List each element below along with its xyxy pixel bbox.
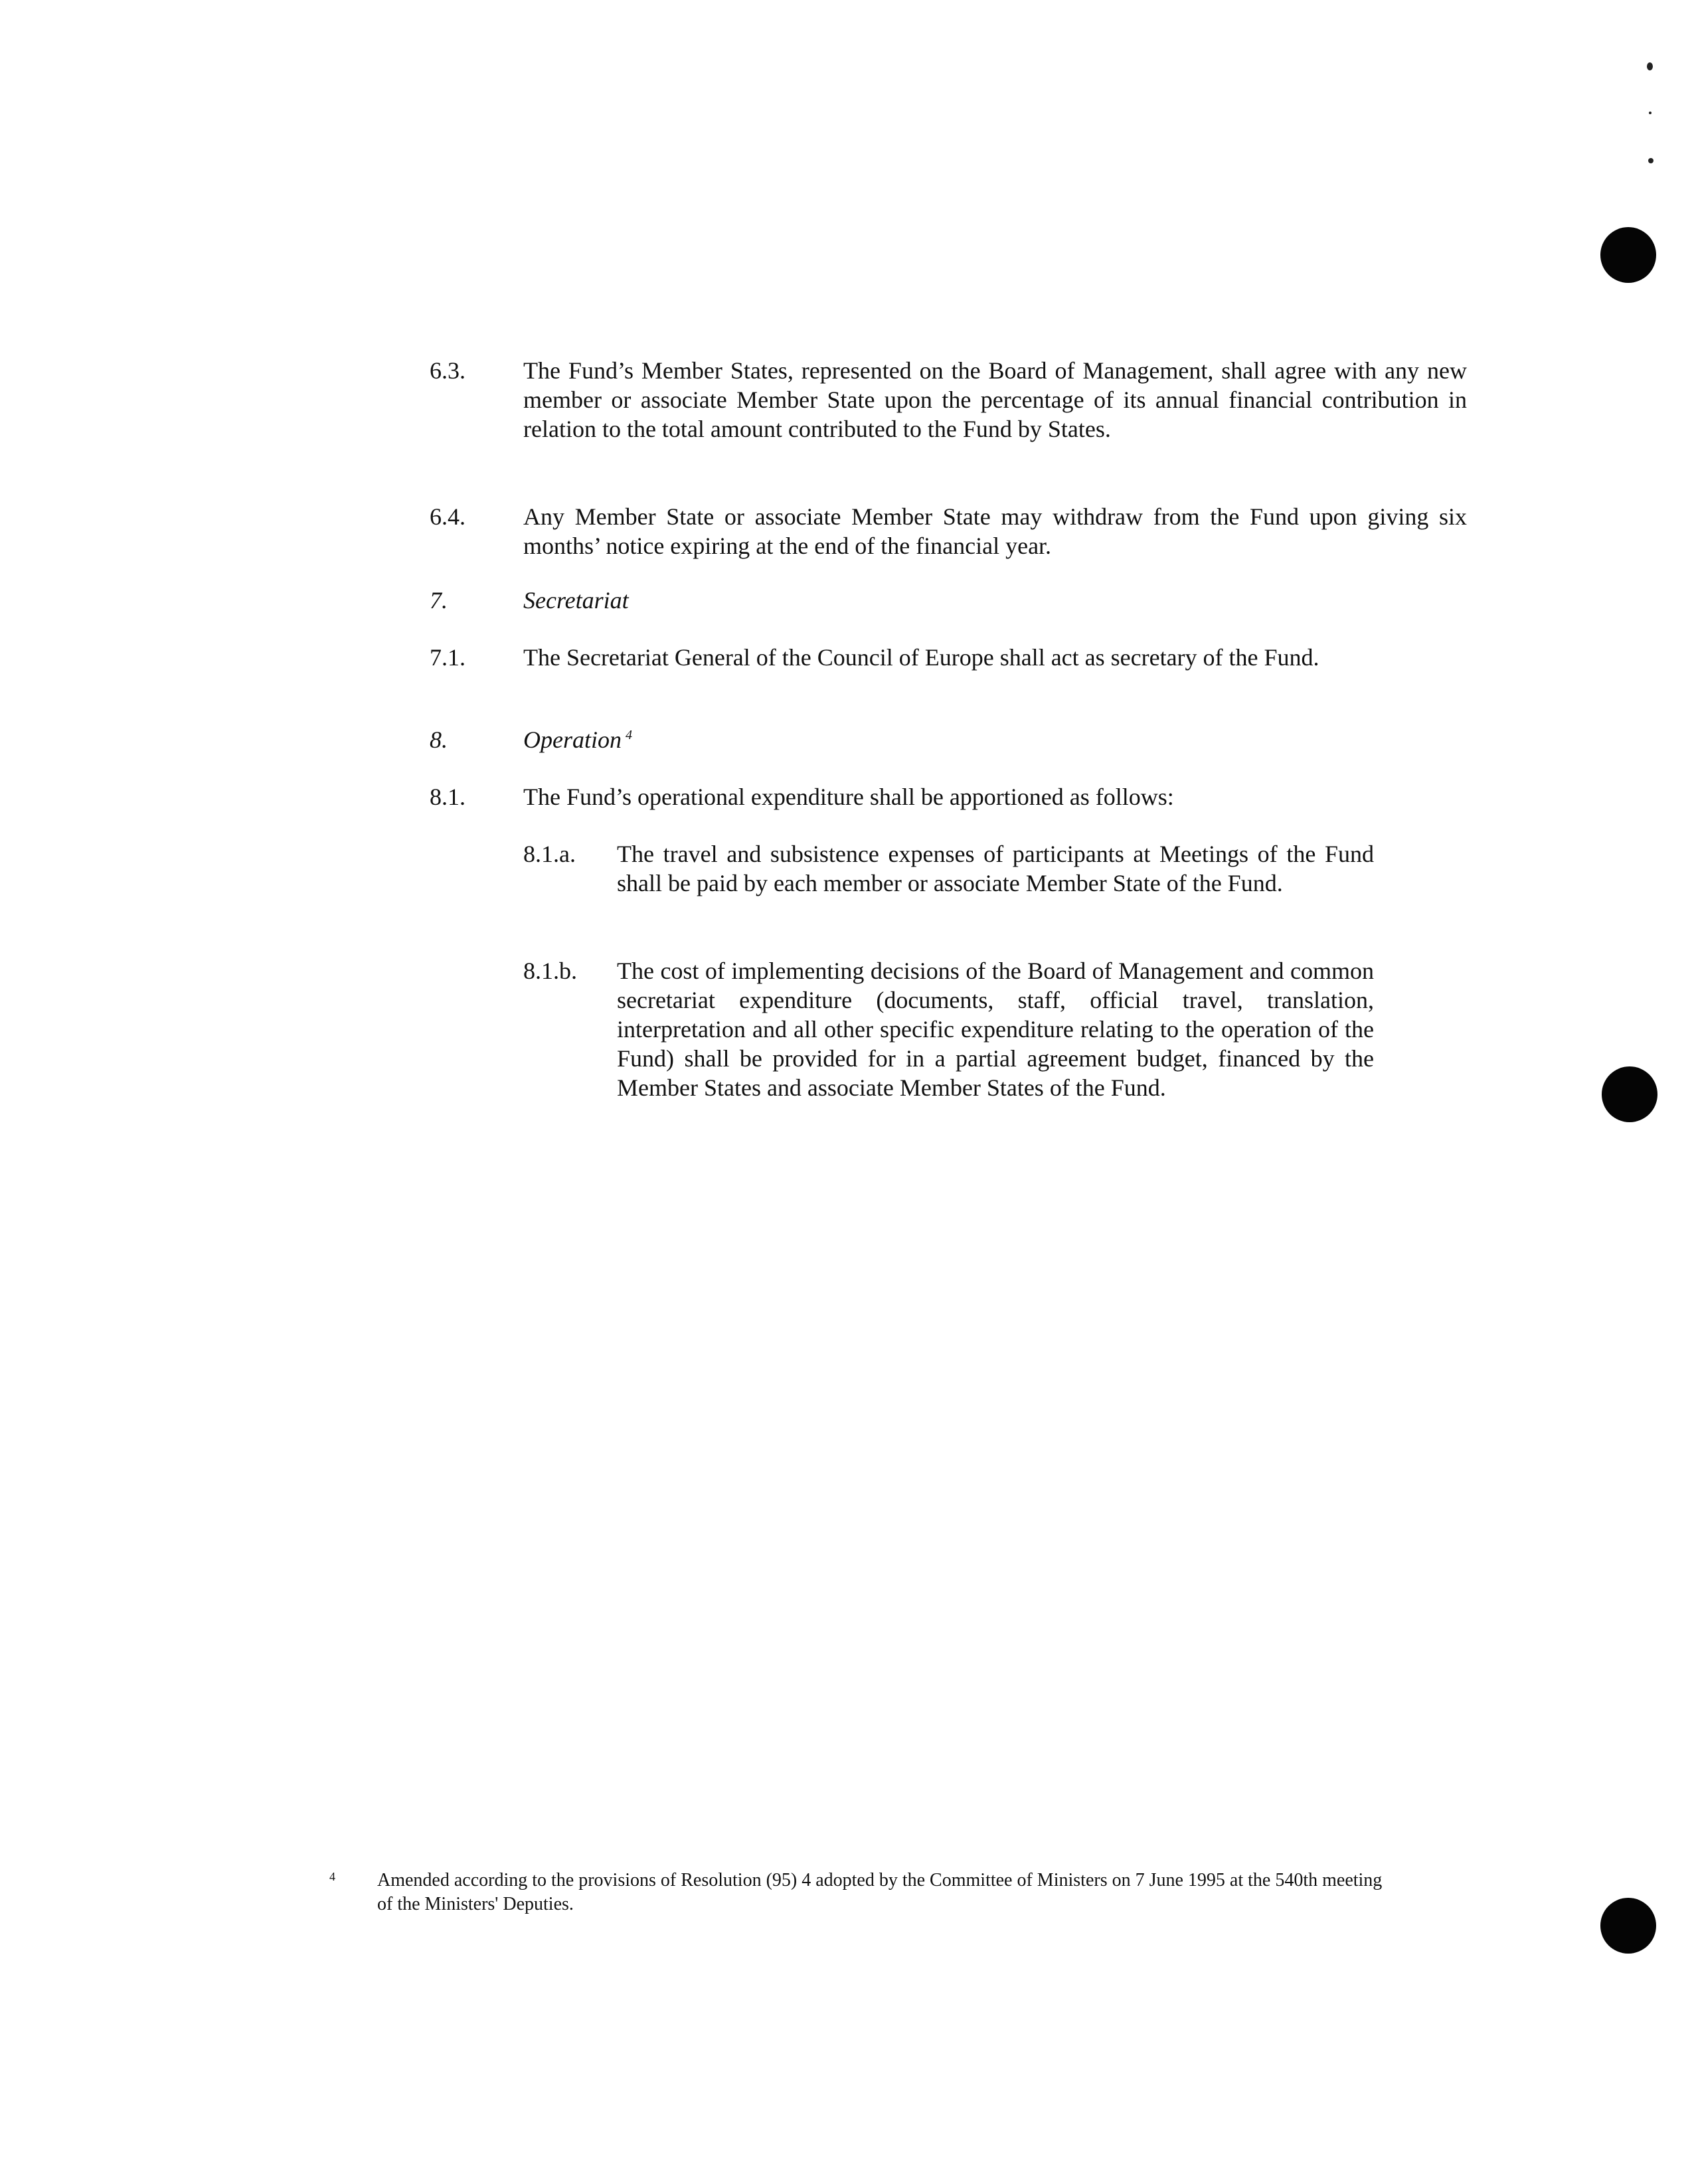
- footnote-reference: 4: [626, 728, 632, 742]
- section-text: Any Member State or associate Member State may withdraw from the Fund upon giving six months’ notice expiring at the end of the financial year.: [523, 503, 1467, 559]
- section-number: 8.1.: [430, 784, 466, 810]
- scan-speck: [1647, 62, 1653, 70]
- footnote: [329, 1869, 1392, 1916]
- scan-speck: [1648, 158, 1654, 163]
- section-text: The Fund’s operational expenditure shall be apportioned as follows:: [523, 784, 1174, 810]
- heading-title: Operation: [523, 726, 622, 753]
- punch-hole-middle: [1602, 1066, 1657, 1122]
- section-8-1: [430, 782, 1374, 811]
- subsection-number: 8.1.b.: [523, 958, 577, 984]
- section-number: 7.1.: [430, 644, 466, 671]
- section-8-1-a: [523, 839, 1374, 898]
- subsection-number: 8.1.a.: [523, 841, 576, 867]
- section-7-1: [430, 643, 1374, 672]
- punch-hole-top: [1600, 227, 1656, 283]
- heading-number: 8.: [430, 726, 448, 753]
- subsection-text: The travel and subsistence expenses of participants at Meetings of the Fund shall be paid by each member or associate Member State of the Fund.: [617, 841, 1374, 896]
- heading-operation: [430, 725, 1374, 754]
- section-number: 6.4.: [430, 503, 466, 530]
- footnote-mark: 4: [329, 1870, 335, 1883]
- section-number: 6.3.: [430, 357, 466, 384]
- footnote-text: Amended according to the provisions of Resolution (95) 4 adopted by the Committee of Ministers on 7 June 1995 at the 540th meeting of the Ministers' Deputies.: [377, 1870, 1383, 1914]
- section-8-1-b: [523, 956, 1374, 1102]
- scan-speck: [1649, 112, 1652, 114]
- heading-title-wrap: [523, 725, 1467, 754]
- heading-secretariat: [430, 586, 1374, 615]
- section-6-4: [430, 502, 1467, 560]
- section-text: The Secretariat General of the Council of Europe shall act as secretary of the Fund.: [523, 644, 1319, 671]
- heading-number: 7.: [430, 587, 448, 614]
- section-6-3: [430, 356, 1467, 444]
- subsection-text: The cost of implementing decisions of the Board of Management and common secretariat expenditure (documents, staff, official travel, translation, interpretation and all other specific expenditure relating to the operation of the Fund) shall be provided for in a partial agreement budget, financed by the Member States and associate Member States of the Fund.: [617, 958, 1374, 1101]
- heading-title: Secretariat: [523, 587, 629, 614]
- section-text: The Fund’s Member States, represented on the Board of Management, shall agree with any new member or associate Member State upon the percentage of its annual financial contribution in relation to the total amount contributed to the Fund by States.: [523, 357, 1467, 442]
- punch-hole-bottom: [1600, 1898, 1656, 1954]
